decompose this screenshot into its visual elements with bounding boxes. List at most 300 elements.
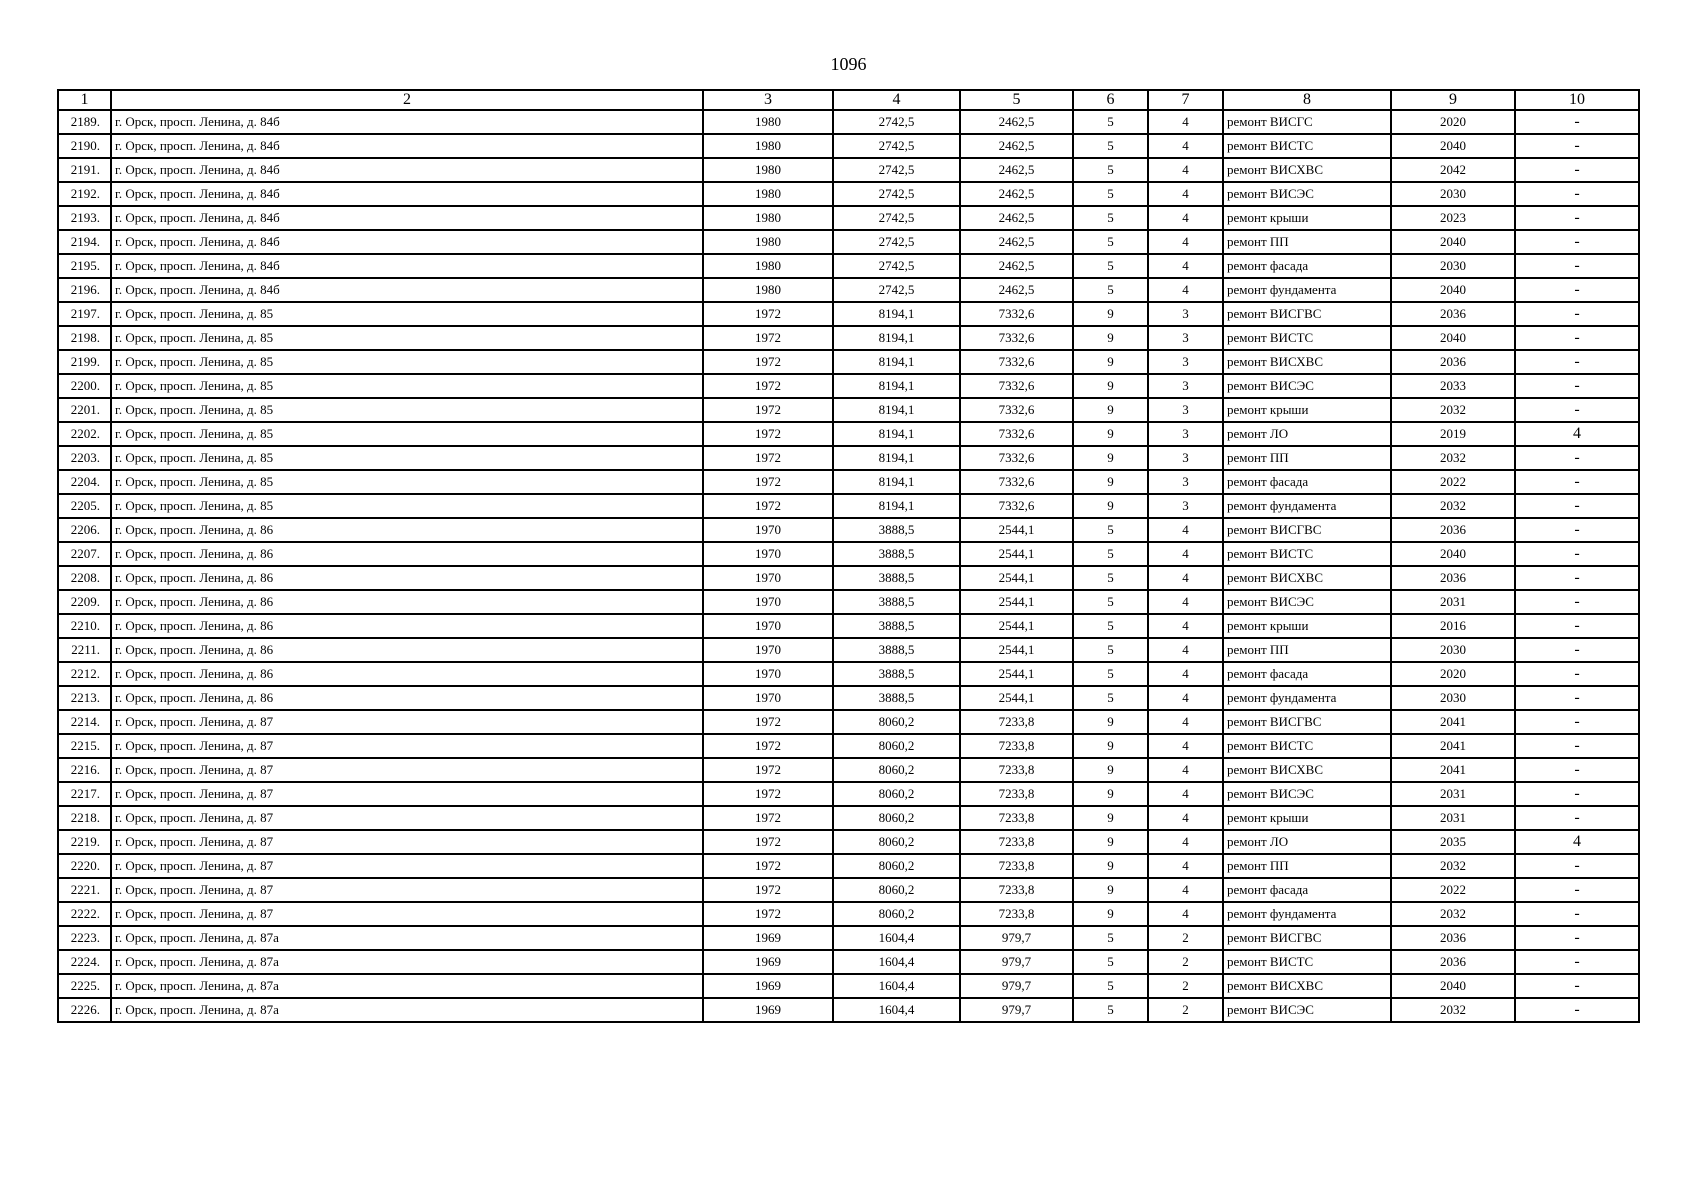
column-10-value-cell: - [1515, 614, 1639, 638]
total-area-cell: 1604,4 [833, 998, 960, 1022]
work-type-cell: ремонт фундамента [1223, 686, 1391, 710]
row-number-cell: 2197. [58, 302, 111, 326]
column-10-value-cell: 4 [1515, 422, 1639, 446]
column-header-9: 9 [1391, 90, 1515, 110]
row-number-cell: 2189. [58, 110, 111, 134]
living-area-cell: 7332,6 [960, 350, 1073, 374]
table-row [58, 542, 1639, 566]
address-cell: г. Орск, просп. Ленина, д. 85 [111, 302, 703, 326]
column-10-value-cell: - [1515, 950, 1639, 974]
row-number-cell: 2199. [58, 350, 111, 374]
planned-year-cell: 2016 [1391, 614, 1515, 638]
floors-cell: 9 [1073, 446, 1148, 470]
living-area-cell: 7233,8 [960, 782, 1073, 806]
column-10-value-cell: - [1515, 446, 1639, 470]
row-number-cell: 2198. [58, 326, 111, 350]
entrances-cell: 4 [1148, 710, 1223, 734]
table-row [58, 278, 1639, 302]
year-built-cell: 1970 [703, 542, 833, 566]
planned-year-cell: 2036 [1391, 926, 1515, 950]
year-built-cell: 1972 [703, 422, 833, 446]
planned-year-cell: 2040 [1391, 974, 1515, 998]
planned-year-cell: 2022 [1391, 878, 1515, 902]
entrances-cell: 4 [1148, 590, 1223, 614]
address-cell: г. Орск, просп. Ленина, д. 85 [111, 494, 703, 518]
entrances-cell: 3 [1148, 422, 1223, 446]
entrances-cell: 4 [1148, 134, 1223, 158]
row-number-cell: 2191. [58, 158, 111, 182]
row-number-cell: 2215. [58, 734, 111, 758]
entrances-cell: 4 [1148, 566, 1223, 590]
floors-cell: 5 [1073, 182, 1148, 206]
planned-year-cell: 2042 [1391, 158, 1515, 182]
total-area-cell: 2742,5 [833, 158, 960, 182]
total-area-cell: 8060,2 [833, 758, 960, 782]
total-area-cell: 8194,1 [833, 398, 960, 422]
row-number-cell: 2193. [58, 206, 111, 230]
entrances-cell: 4 [1148, 878, 1223, 902]
row-number-cell: 2221. [58, 878, 111, 902]
address-cell: г. Орск, просп. Ленина, д. 87 [111, 878, 703, 902]
address-cell: г. Орск, просп. Ленина, д. 85 [111, 422, 703, 446]
row-number-cell: 2216. [58, 758, 111, 782]
planned-year-cell: 2036 [1391, 302, 1515, 326]
planned-year-cell: 2031 [1391, 590, 1515, 614]
living-area-cell: 7332,6 [960, 326, 1073, 350]
living-area-cell: 7233,8 [960, 830, 1073, 854]
work-type-cell: ремонт ВИСЭС [1223, 590, 1391, 614]
entrances-cell: 4 [1148, 782, 1223, 806]
address-cell: г. Орск, просп. Ленина, д. 86 [111, 662, 703, 686]
column-10-value-cell: - [1515, 230, 1639, 254]
year-built-cell: 1972 [703, 710, 833, 734]
address-cell: г. Орск, просп. Ленина, д. 86 [111, 590, 703, 614]
column-header-7: 7 [1148, 90, 1223, 110]
work-type-cell: ремонт ВИСХВС [1223, 350, 1391, 374]
row-number-cell: 2195. [58, 254, 111, 278]
living-area-cell: 2462,5 [960, 206, 1073, 230]
row-number-cell: 2222. [58, 902, 111, 926]
column-header-2: 2 [111, 90, 703, 110]
year-built-cell: 1972 [703, 326, 833, 350]
planned-year-cell: 2036 [1391, 566, 1515, 590]
address-cell: г. Орск, просп. Ленина, д. 87 [111, 806, 703, 830]
address-cell: г. Орск, просп. Ленина, д. 87 [111, 734, 703, 758]
row-number-cell: 2214. [58, 710, 111, 734]
planned-year-cell: 2032 [1391, 494, 1515, 518]
total-area-cell: 2742,5 [833, 182, 960, 206]
column-10-value-cell: - [1515, 758, 1639, 782]
address-cell: г. Орск, просп. Ленина, д. 84б [111, 182, 703, 206]
work-type-cell: ремонт крыши [1223, 206, 1391, 230]
column-10-value-cell: - [1515, 206, 1639, 230]
floors-cell: 9 [1073, 902, 1148, 926]
row-number-cell: 2208. [58, 566, 111, 590]
year-built-cell: 1970 [703, 518, 833, 542]
work-type-cell: ремонт фасада [1223, 662, 1391, 686]
living-area-cell: 2462,5 [960, 182, 1073, 206]
floors-cell: 5 [1073, 566, 1148, 590]
floors-cell: 9 [1073, 422, 1148, 446]
work-type-cell: ремонт ВИСЭС [1223, 782, 1391, 806]
work-type-cell: ремонт фундамента [1223, 902, 1391, 926]
address-cell: г. Орск, просп. Ленина, д. 85 [111, 374, 703, 398]
table-row [58, 206, 1639, 230]
work-type-cell: ремонт фундамента [1223, 278, 1391, 302]
address-cell: г. Орск, просп. Ленина, д. 85 [111, 446, 703, 470]
living-area-cell: 7233,8 [960, 758, 1073, 782]
floors-cell: 5 [1073, 638, 1148, 662]
work-type-cell: ремонт ВИСЭС [1223, 374, 1391, 398]
total-area-cell: 8060,2 [833, 710, 960, 734]
table-row [58, 974, 1639, 998]
living-area-cell: 2544,1 [960, 542, 1073, 566]
year-built-cell: 1980 [703, 134, 833, 158]
living-area-cell: 7332,6 [960, 422, 1073, 446]
row-number-cell: 2210. [58, 614, 111, 638]
entrances-cell: 4 [1148, 614, 1223, 638]
living-area-cell: 7332,6 [960, 374, 1073, 398]
column-header-5: 5 [960, 90, 1073, 110]
planned-year-cell: 2040 [1391, 230, 1515, 254]
work-type-cell: ремонт ЛО [1223, 422, 1391, 446]
column-10-value-cell: - [1515, 566, 1639, 590]
total-area-cell: 3888,5 [833, 590, 960, 614]
entrances-cell: 4 [1148, 830, 1223, 854]
entrances-cell: 4 [1148, 902, 1223, 926]
work-type-cell: ремонт ПП [1223, 230, 1391, 254]
total-area-cell: 8194,1 [833, 326, 960, 350]
planned-year-cell: 2041 [1391, 734, 1515, 758]
floors-cell: 9 [1073, 494, 1148, 518]
work-type-cell: ремонт ВИСТС [1223, 734, 1391, 758]
year-built-cell: 1972 [703, 758, 833, 782]
year-built-cell: 1972 [703, 878, 833, 902]
year-built-cell: 1980 [703, 110, 833, 134]
table-row [58, 758, 1639, 782]
table-row [58, 878, 1639, 902]
floors-cell: 5 [1073, 998, 1148, 1022]
total-area-cell: 8060,2 [833, 902, 960, 926]
year-built-cell: 1972 [703, 494, 833, 518]
address-cell: г. Орск, просп. Ленина, д. 86 [111, 518, 703, 542]
floors-cell: 9 [1073, 878, 1148, 902]
data-table [57, 89, 1640, 1023]
work-type-cell: ремонт ВИСГВС [1223, 518, 1391, 542]
planned-year-cell: 2036 [1391, 950, 1515, 974]
table-row [58, 854, 1639, 878]
row-number-cell: 2196. [58, 278, 111, 302]
work-type-cell: ремонт ВИСХВС [1223, 158, 1391, 182]
column-10-value-cell: - [1515, 518, 1639, 542]
entrances-cell: 3 [1148, 350, 1223, 374]
floors-cell: 5 [1073, 950, 1148, 974]
table-row [58, 902, 1639, 926]
address-cell: г. Орск, просп. Ленина, д. 84б [111, 254, 703, 278]
column-10-value-cell: - [1515, 374, 1639, 398]
planned-year-cell: 2030 [1391, 182, 1515, 206]
entrances-cell: 4 [1148, 806, 1223, 830]
table-row [58, 662, 1639, 686]
floors-cell: 9 [1073, 782, 1148, 806]
entrances-cell: 4 [1148, 206, 1223, 230]
floors-cell: 5 [1073, 662, 1148, 686]
row-number-cell: 2219. [58, 830, 111, 854]
address-cell: г. Орск, просп. Ленина, д. 87 [111, 830, 703, 854]
living-area-cell: 2544,1 [960, 590, 1073, 614]
work-type-cell: ремонт ПП [1223, 446, 1391, 470]
total-area-cell: 1604,4 [833, 926, 960, 950]
column-header-3: 3 [703, 90, 833, 110]
planned-year-cell: 2032 [1391, 398, 1515, 422]
living-area-cell: 2462,5 [960, 230, 1073, 254]
entrances-cell: 3 [1148, 302, 1223, 326]
year-built-cell: 1980 [703, 182, 833, 206]
table-row [58, 326, 1639, 350]
work-type-cell: ремонт фасада [1223, 878, 1391, 902]
column-10-value-cell: - [1515, 398, 1639, 422]
table-row [58, 518, 1639, 542]
floors-cell: 9 [1073, 398, 1148, 422]
address-cell: г. Орск, просп. Ленина, д. 87а [111, 998, 703, 1022]
row-number-cell: 2225. [58, 974, 111, 998]
work-type-cell: ремонт ВИСТС [1223, 950, 1391, 974]
work-type-cell: ремонт ВИСГВС [1223, 302, 1391, 326]
total-area-cell: 2742,5 [833, 278, 960, 302]
living-area-cell: 2462,5 [960, 254, 1073, 278]
row-number-cell: 2224. [58, 950, 111, 974]
total-area-cell: 8194,1 [833, 350, 960, 374]
living-area-cell: 7233,8 [960, 710, 1073, 734]
address-cell: г. Орск, просп. Ленина, д. 85 [111, 350, 703, 374]
living-area-cell: 2462,5 [960, 158, 1073, 182]
row-number-cell: 2206. [58, 518, 111, 542]
living-area-cell: 7332,6 [960, 470, 1073, 494]
address-cell: г. Орск, просп. Ленина, д. 87а [111, 974, 703, 998]
living-area-cell: 2544,1 [960, 614, 1073, 638]
table-row [58, 422, 1639, 446]
floors-cell: 9 [1073, 758, 1148, 782]
row-number-cell: 2226. [58, 998, 111, 1022]
column-10-value-cell: - [1515, 902, 1639, 926]
row-number-cell: 2218. [58, 806, 111, 830]
column-10-value-cell: - [1515, 878, 1639, 902]
living-area-cell: 2462,5 [960, 278, 1073, 302]
living-area-cell: 2544,1 [960, 662, 1073, 686]
total-area-cell: 8194,1 [833, 446, 960, 470]
total-area-cell: 2742,5 [833, 110, 960, 134]
column-header-10: 10 [1515, 90, 1639, 110]
table-row [58, 230, 1639, 254]
total-area-cell: 8194,1 [833, 494, 960, 518]
table-row [58, 398, 1639, 422]
year-built-cell: 1970 [703, 566, 833, 590]
floors-cell: 9 [1073, 710, 1148, 734]
year-built-cell: 1980 [703, 254, 833, 278]
column-10-value-cell: - [1515, 302, 1639, 326]
planned-year-cell: 2019 [1391, 422, 1515, 446]
living-area-cell: 7332,6 [960, 398, 1073, 422]
planned-year-cell: 2032 [1391, 902, 1515, 926]
planned-year-cell: 2036 [1391, 350, 1515, 374]
planned-year-cell: 2041 [1391, 758, 1515, 782]
total-area-cell: 3888,5 [833, 686, 960, 710]
planned-year-cell: 2036 [1391, 518, 1515, 542]
planned-year-cell: 2032 [1391, 854, 1515, 878]
table-row [58, 806, 1639, 830]
living-area-cell: 7332,6 [960, 494, 1073, 518]
work-type-cell: ремонт фундамента [1223, 494, 1391, 518]
address-cell: г. Орск, просп. Ленина, д. 85 [111, 398, 703, 422]
work-type-cell: ремонт ВИСХВС [1223, 974, 1391, 998]
living-area-cell: 7332,6 [960, 446, 1073, 470]
planned-year-cell: 2041 [1391, 710, 1515, 734]
total-area-cell: 1604,4 [833, 974, 960, 998]
address-cell: г. Орск, просп. Ленина, д. 84б [111, 206, 703, 230]
planned-year-cell: 2023 [1391, 206, 1515, 230]
table-row [58, 734, 1639, 758]
planned-year-cell: 2030 [1391, 254, 1515, 278]
row-number-cell: 2220. [58, 854, 111, 878]
total-area-cell: 2742,5 [833, 230, 960, 254]
address-cell: г. Орск, просп. Ленина, д. 84б [111, 230, 703, 254]
living-area-cell: 2462,5 [960, 110, 1073, 134]
column-10-value-cell: - [1515, 542, 1639, 566]
planned-year-cell: 2031 [1391, 782, 1515, 806]
entrances-cell: 4 [1148, 638, 1223, 662]
total-area-cell: 3888,5 [833, 566, 960, 590]
entrances-cell: 4 [1148, 854, 1223, 878]
entrances-cell: 4 [1148, 662, 1223, 686]
table-row [58, 470, 1639, 494]
address-cell: г. Орск, просп. Ленина, д. 87 [111, 902, 703, 926]
column-header-1: 1 [58, 90, 111, 110]
work-type-cell: ремонт ВИСГВС [1223, 926, 1391, 950]
table-row [58, 710, 1639, 734]
entrances-cell: 4 [1148, 158, 1223, 182]
column-10-value-cell: - [1515, 494, 1639, 518]
floors-cell: 9 [1073, 830, 1148, 854]
entrances-cell: 2 [1148, 974, 1223, 998]
year-built-cell: 1970 [703, 614, 833, 638]
column-header-4: 4 [833, 90, 960, 110]
entrances-cell: 3 [1148, 470, 1223, 494]
row-number-cell: 2201. [58, 398, 111, 422]
entrances-cell: 3 [1148, 374, 1223, 398]
entrances-cell: 4 [1148, 254, 1223, 278]
table-row [58, 782, 1639, 806]
year-built-cell: 1972 [703, 806, 833, 830]
row-number-cell: 2200. [58, 374, 111, 398]
address-cell: г. Орск, просп. Ленина, д. 84б [111, 110, 703, 134]
year-built-cell: 1980 [703, 230, 833, 254]
address-cell: г. Орск, просп. Ленина, д. 86 [111, 542, 703, 566]
page-number: 1096 [830, 54, 867, 74]
planned-year-cell: 2032 [1391, 998, 1515, 1022]
work-type-cell: ремонт ВИСХВС [1223, 566, 1391, 590]
living-area-cell: 2462,5 [960, 134, 1073, 158]
table-row [58, 350, 1639, 374]
table-row [58, 134, 1639, 158]
total-area-cell: 2742,5 [833, 206, 960, 230]
planned-year-cell: 2035 [1391, 830, 1515, 854]
year-built-cell: 1969 [703, 926, 833, 950]
planned-year-cell: 2040 [1391, 542, 1515, 566]
table-row [58, 494, 1639, 518]
column-10-value-cell: - [1515, 806, 1639, 830]
row-number-cell: 2209. [58, 590, 111, 614]
living-area-cell: 7233,8 [960, 734, 1073, 758]
year-built-cell: 1972 [703, 470, 833, 494]
total-area-cell: 3888,5 [833, 518, 960, 542]
year-built-cell: 1972 [703, 350, 833, 374]
address-cell: г. Орск, просп. Ленина, д. 87 [111, 710, 703, 734]
work-type-cell: ремонт ВИСТС [1223, 542, 1391, 566]
year-built-cell: 1969 [703, 974, 833, 998]
column-10-value-cell: - [1515, 590, 1639, 614]
planned-year-cell: 2031 [1391, 806, 1515, 830]
living-area-cell: 7233,8 [960, 806, 1073, 830]
address-cell: г. Орск, просп. Ленина, д. 87а [111, 950, 703, 974]
address-cell: г. Орск, просп. Ленина, д. 86 [111, 614, 703, 638]
row-number-cell: 2207. [58, 542, 111, 566]
column-10-value-cell: - [1515, 662, 1639, 686]
row-number-cell: 2217. [58, 782, 111, 806]
entrances-cell: 4 [1148, 278, 1223, 302]
column-10-value-cell: - [1515, 110, 1639, 134]
table-row [58, 182, 1639, 206]
floors-cell: 9 [1073, 470, 1148, 494]
living-area-cell: 979,7 [960, 974, 1073, 998]
total-area-cell: 8194,1 [833, 470, 960, 494]
column-10-value-cell: - [1515, 686, 1639, 710]
address-cell: г. Орск, просп. Ленина, д. 87 [111, 854, 703, 878]
floors-cell: 9 [1073, 350, 1148, 374]
floors-cell: 5 [1073, 926, 1148, 950]
row-number-cell: 2202. [58, 422, 111, 446]
table-row [58, 590, 1639, 614]
year-built-cell: 1969 [703, 950, 833, 974]
column-10-value-cell: - [1515, 134, 1639, 158]
entrances-cell: 4 [1148, 110, 1223, 134]
header-row [58, 90, 1639, 110]
living-area-cell: 7233,8 [960, 854, 1073, 878]
total-area-cell: 3888,5 [833, 662, 960, 686]
work-type-cell: ремонт ПП [1223, 638, 1391, 662]
address-cell: г. Орск, просп. Ленина, д. 86 [111, 566, 703, 590]
entrances-cell: 4 [1148, 182, 1223, 206]
entrances-cell: 4 [1148, 518, 1223, 542]
column-10-value-cell: - [1515, 278, 1639, 302]
total-area-cell: 1604,4 [833, 950, 960, 974]
address-cell: г. Орск, просп. Ленина, д. 84б [111, 134, 703, 158]
address-cell: г. Орск, просп. Ленина, д. 87а [111, 926, 703, 950]
work-type-cell: ремонт ЛО [1223, 830, 1391, 854]
planned-year-cell: 2030 [1391, 686, 1515, 710]
column-10-value-cell: - [1515, 158, 1639, 182]
row-number-cell: 2213. [58, 686, 111, 710]
work-type-cell: ремонт ПП [1223, 854, 1391, 878]
floors-cell: 5 [1073, 206, 1148, 230]
year-built-cell: 1972 [703, 446, 833, 470]
total-area-cell: 8060,2 [833, 878, 960, 902]
planned-year-cell: 2040 [1391, 326, 1515, 350]
column-10-value-cell: - [1515, 974, 1639, 998]
floors-cell: 9 [1073, 854, 1148, 878]
floors-cell: 5 [1073, 518, 1148, 542]
floors-cell: 5 [1073, 278, 1148, 302]
table-row [58, 950, 1639, 974]
